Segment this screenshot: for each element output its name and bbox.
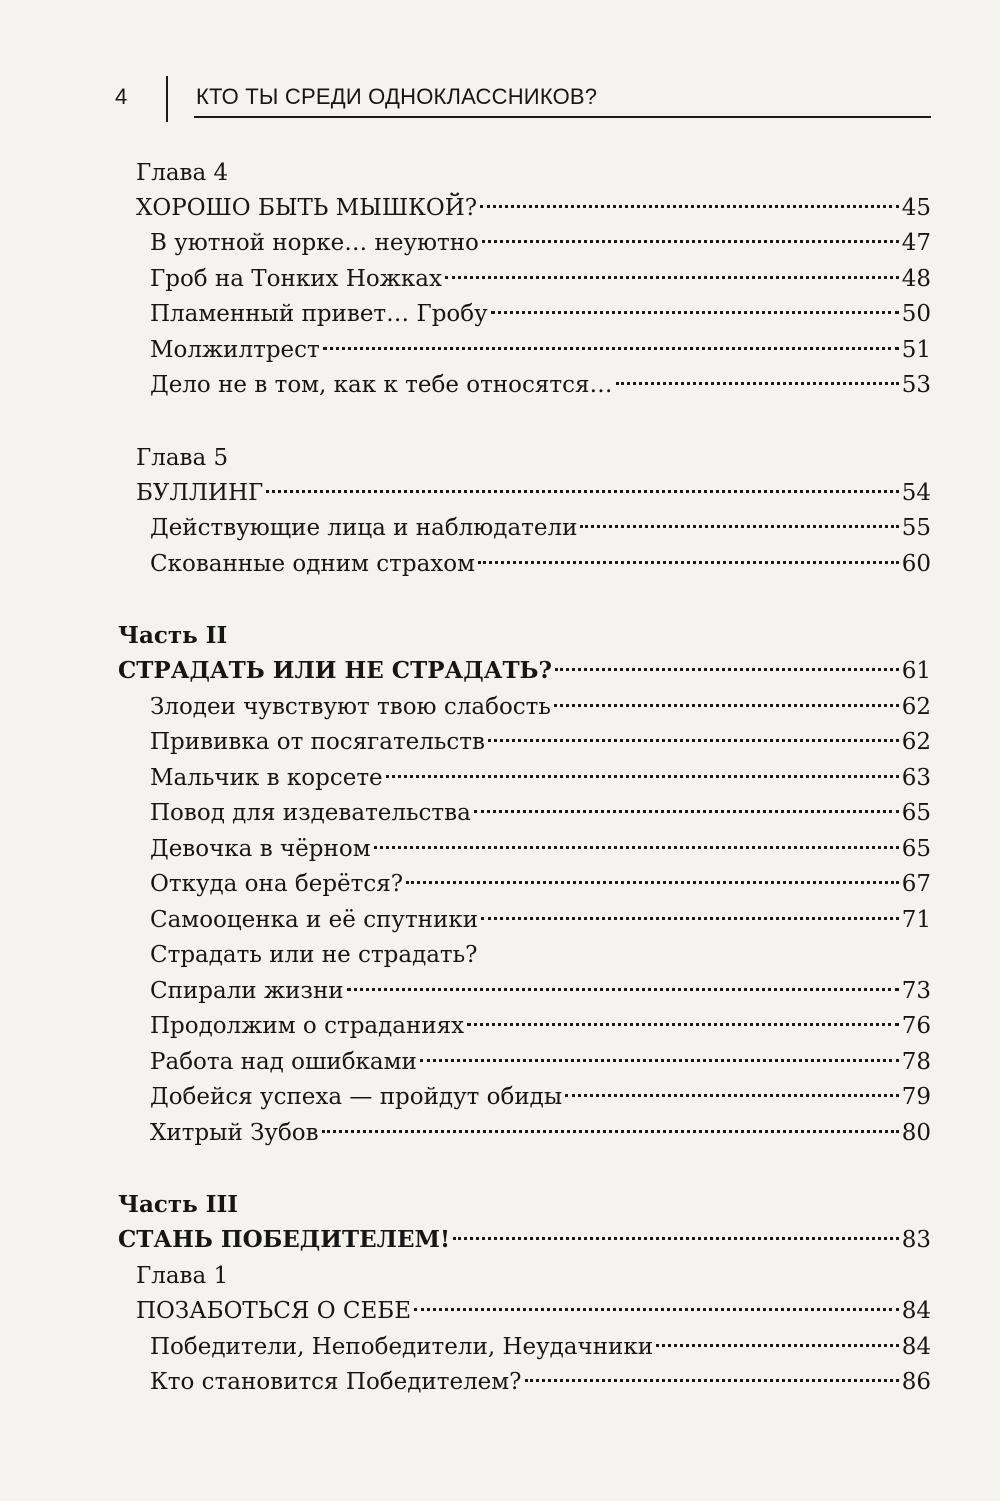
entry-title: Откуда она берётся? [150,871,404,897]
entry-title: Гроб на Тонких Ножках [150,266,442,292]
entry-title: Прививка от посягательств [150,729,485,755]
toc-entry[interactable] [150,725,931,759]
entry-page: 76 [901,1013,931,1039]
toc-entry[interactable] [118,654,931,688]
entry-title: Девочка в чёрном [150,836,371,862]
entry-page: 67 [901,871,931,897]
entry-page: 61 [901,658,931,684]
dot-leader [474,810,899,813]
entry-page: 65 [901,800,931,826]
entry-title: БУЛЛИНГ [136,480,264,506]
toc-entry[interactable] [136,1294,931,1328]
toc-entry[interactable] [150,1116,931,1150]
dot-leader [555,668,899,671]
dot-leader [491,311,899,314]
entry-page: 73 [901,978,931,1004]
entry-title: СТРАДАТЬ ИЛИ НЕ СТРАДАТЬ? [118,657,553,684]
toc-entry[interactable] [150,511,931,545]
toc-entry[interactable] [150,1330,931,1364]
running-page-number: 4 [115,84,128,109]
entry-page: 78 [901,1049,931,1075]
chapter-label: Глава 1 [136,1263,229,1289]
dot-leader [406,881,899,884]
entry-title: Добейся успеха — пройдут обиды [150,1084,563,1110]
entry-page: 60 [901,551,931,577]
entry-title: Действующие лица и наблюдатели [150,515,578,541]
entry-page: 62 [901,694,931,720]
entry-title: Хитрый Зубов [150,1120,319,1146]
entry-title: Работа над ошибками [150,1049,417,1075]
toc-entry[interactable] [150,690,931,724]
toc-entry[interactable] [150,974,931,1008]
entry-title: Пламенный привет… Гробу [150,301,488,327]
dot-leader [554,704,899,707]
entry-title: СТАНЬ ПОБЕДИТЕЛЕМ! [118,1226,451,1253]
entry-page: 50 [901,301,931,327]
entry-page: 54 [901,480,931,506]
toc-entry[interactable] [136,191,931,225]
dot-leader [482,240,899,243]
toc-entry[interactable] [150,867,931,901]
entry-page: 71 [901,907,931,933]
dot-leader [266,490,898,493]
toc-entry[interactable] [150,333,931,367]
dot-leader [480,205,899,208]
dot-leader [445,276,899,279]
dot-leader [525,1379,899,1382]
entry-page: 63 [901,765,931,791]
dot-leader [467,1023,899,1026]
dot-leader [386,775,899,778]
chapter-label: Глава 5 [136,445,229,471]
toc-entry[interactable] [150,1009,931,1043]
dot-leader [322,1130,899,1133]
entry-title: ПОЗАБОТЬСЯ О СЕБЕ [136,1298,411,1324]
entry-page: 84 [901,1298,931,1324]
entry-page: 83 [901,1227,931,1253]
toc-entry[interactable] [150,1365,931,1399]
entry-page: 80 [901,1120,931,1146]
entry-title: Продолжим о страданиях [150,1013,465,1039]
entry-title: Молжилтрест [150,337,320,363]
entry-title: В уютной норке… неуютно [150,230,479,256]
entry-page: 53 [901,372,931,398]
toc-entry[interactable] [118,1223,931,1257]
entry-page: 47 [901,230,931,256]
dot-leader [481,917,899,920]
chapter-label: Глава 4 [136,160,229,186]
dot-leader [656,1344,899,1347]
running-book-title: КТО ТЫ СРЕДИ ОДНОКЛАССНИКОВ? [196,84,598,109]
entry-title: Злодеи чувствуют твою слабость [150,694,551,720]
toc-entry[interactable] [136,476,931,510]
entry-title: Победители, Непобедители, Неудачники [150,1334,654,1360]
entry-title: Повод для издевательства [150,800,471,826]
entry-title: Скованные одним страхом [150,551,475,577]
dot-leader [453,1237,899,1240]
part-label: Часть II [118,622,228,649]
dot-leader [478,561,899,564]
dot-leader [580,525,898,528]
entry-page: 84 [901,1334,931,1360]
dot-leader [420,1059,899,1062]
toc-entry-no-page[interactable]: Страдать или не страдать? [150,942,478,968]
toc-entry[interactable] [150,832,931,866]
entry-page: 65 [901,836,931,862]
toc-entry[interactable] [150,761,931,795]
toc-entry[interactable] [150,1045,931,1079]
entry-page: 62 [901,729,931,755]
toc-entry[interactable] [150,547,931,581]
entry-page: 45 [901,195,931,221]
dot-leader [616,382,899,385]
entry-title: Кто становится Победителем? [150,1369,522,1395]
dot-leader [565,1094,899,1097]
dot-leader [374,846,899,849]
entry-page: 79 [901,1084,931,1110]
entry-title: Самооценка и её спутники [150,907,479,933]
entry-page: 86 [901,1369,931,1395]
toc-entry[interactable] [150,262,931,296]
toc-entry[interactable] [150,368,931,402]
toc-entry[interactable] [150,1080,931,1114]
entry-page: 55 [901,515,931,541]
toc-entry[interactable] [150,226,931,260]
dot-leader [323,347,899,350]
entry-page: 51 [901,337,931,363]
entry-title: Дело не в том, как к тебе относятся… [150,372,613,398]
dot-leader [414,1308,899,1311]
toc-entry[interactable] [150,297,931,331]
dot-leader [347,988,899,991]
toc-entry[interactable] [150,796,931,830]
entry-page: 48 [901,266,931,292]
dot-leader [488,739,899,742]
entry-title: Мальчик в корсете [150,765,383,791]
part-label: Часть III [118,1191,239,1218]
entry-title: ХОРОШО БЫТЬ МЫШКОЙ? [136,195,478,221]
entry-title: Спирали жизни [150,978,344,1004]
toc-entry[interactable] [150,903,931,937]
